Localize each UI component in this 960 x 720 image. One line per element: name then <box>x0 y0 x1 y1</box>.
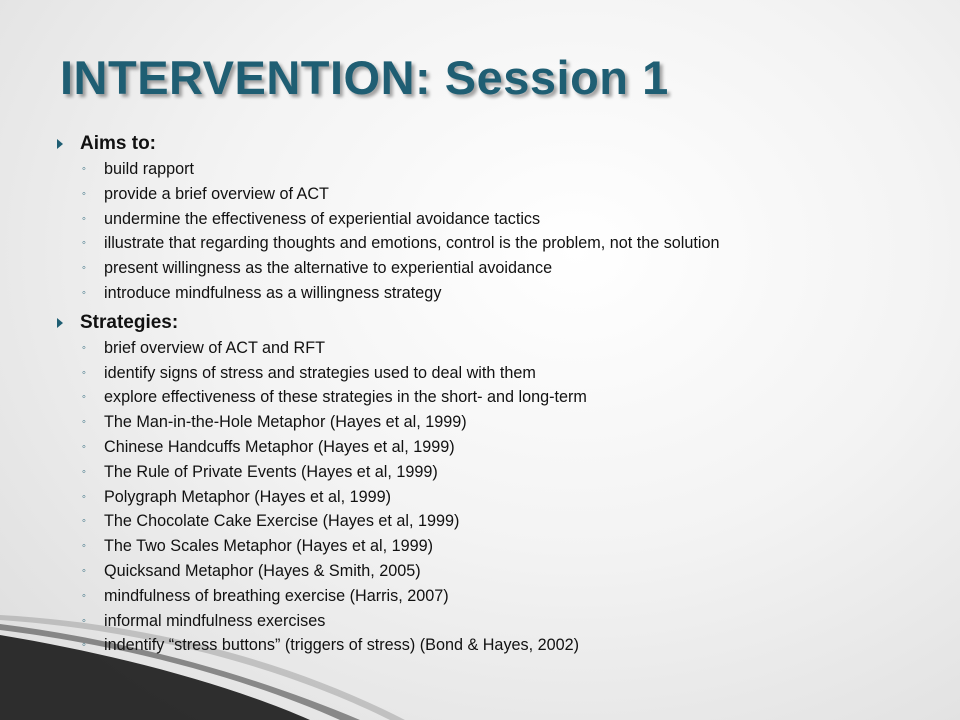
list-item-text: The Two Scales Metaphor (Hayes et al, 1999) <box>104 537 434 556</box>
list-item <box>52 361 932 386</box>
strategies-list <box>52 336 932 658</box>
list-item <box>52 435 932 460</box>
list-item-text: provide a brief overview of ACT <box>104 184 329 203</box>
list-item <box>52 157 932 182</box>
list-item <box>52 559 932 584</box>
ring-bullet-icon: ◦ <box>82 212 86 225</box>
list-item <box>52 207 932 232</box>
list-item-text: brief overview of ACT and RFT <box>104 338 326 357</box>
slide-title: INTERVENTION: Session 1 <box>60 51 669 104</box>
list-item <box>52 609 932 634</box>
ring-bullet-icon: ◦ <box>82 639 86 652</box>
list-item-text: identify signs of stress and strategies used to deal with them <box>104 363 536 382</box>
list-item-text: Quicksand Metaphor (Hayes & Smith, 2005) <box>104 561 421 580</box>
list-item-text: build rapport <box>104 160 194 178</box>
ring-bullet-icon: ◦ <box>82 262 86 275</box>
section-header-label: Aims to: <box>80 133 156 154</box>
list-item <box>52 509 932 534</box>
list-item <box>52 231 932 256</box>
ring-bullet-icon: ◦ <box>82 589 86 602</box>
list-item <box>52 385 932 410</box>
list-item <box>52 336 932 361</box>
ring-bullet-icon: ◦ <box>82 440 86 453</box>
ring-bullet-icon: ◦ <box>82 187 86 200</box>
triangle-right-icon <box>57 139 63 149</box>
list-item-text: Chinese Handcuffs Metaphor (Hayes et al, 1999) <box>104 437 455 456</box>
list-item-text: introduce mindfulness as a willingness strategy <box>104 283 442 302</box>
list-item <box>52 485 932 510</box>
ring-bullet-icon: ◦ <box>82 515 86 528</box>
list-item-text: mindfulness of breathing exercise (Harris, 2007) <box>104 586 449 605</box>
ring-bullet-icon: ◦ <box>82 341 86 354</box>
list-item <box>52 633 932 658</box>
list-item-text: illustrate that regarding thoughts and emotions, control is the problem, not the solution <box>104 234 720 253</box>
section-header-aims <box>52 131 932 157</box>
triangle-right-icon <box>57 318 63 328</box>
section-header-strategies <box>52 310 932 336</box>
section-header-label: Strategies: <box>80 311 179 333</box>
list-item-text: undermine the effectiveness of experiential avoidance tactics <box>104 209 541 228</box>
ring-bullet-icon: ◦ <box>82 286 86 299</box>
list-item-text: Polygraph Metaphor (Hayes et al, 1999) <box>104 487 392 506</box>
ring-bullet-icon: ◦ <box>82 391 86 404</box>
aims-list <box>52 157 932 306</box>
list-item-text: The Man-in-the-Hole Metaphor (Hayes et al, 1999) <box>104 413 467 432</box>
list-item <box>52 534 932 559</box>
list-item <box>52 584 932 609</box>
list-item <box>52 410 932 435</box>
list-item-text: indentify “stress buttons” (triggers of stress) (Bond & Hayes, 2002) <box>104 636 580 655</box>
ring-bullet-icon: ◦ <box>82 416 86 429</box>
list-item-text: The Chocolate Cake Exercise (Hayes et al, 1999) <box>104 512 460 531</box>
slide-content <box>52 131 932 658</box>
list-item <box>52 460 932 485</box>
ring-bullet-icon: ◦ <box>82 614 86 627</box>
ring-bullet-icon: ◦ <box>82 490 86 503</box>
list-item-text: informal mindfulness exercises <box>104 611 326 630</box>
ring-bullet-icon: ◦ <box>82 540 86 553</box>
ring-bullet-icon: ◦ <box>82 163 86 175</box>
list-item <box>52 281 932 306</box>
ring-bullet-icon: ◦ <box>82 237 86 250</box>
ring-bullet-icon: ◦ <box>82 465 86 478</box>
list-item <box>52 182 932 207</box>
ring-bullet-icon: ◦ <box>82 366 86 379</box>
ring-bullet-icon: ◦ <box>82 564 86 577</box>
list-item <box>52 256 932 281</box>
list-item-text: The Rule of Private Events (Hayes et al, 1999) <box>104 462 438 481</box>
list-item-text: present willingness as the alternative to experiential avoidance <box>104 259 553 278</box>
list-item-text: explore effectiveness of these strategies in the short- and long-term <box>104 388 587 407</box>
